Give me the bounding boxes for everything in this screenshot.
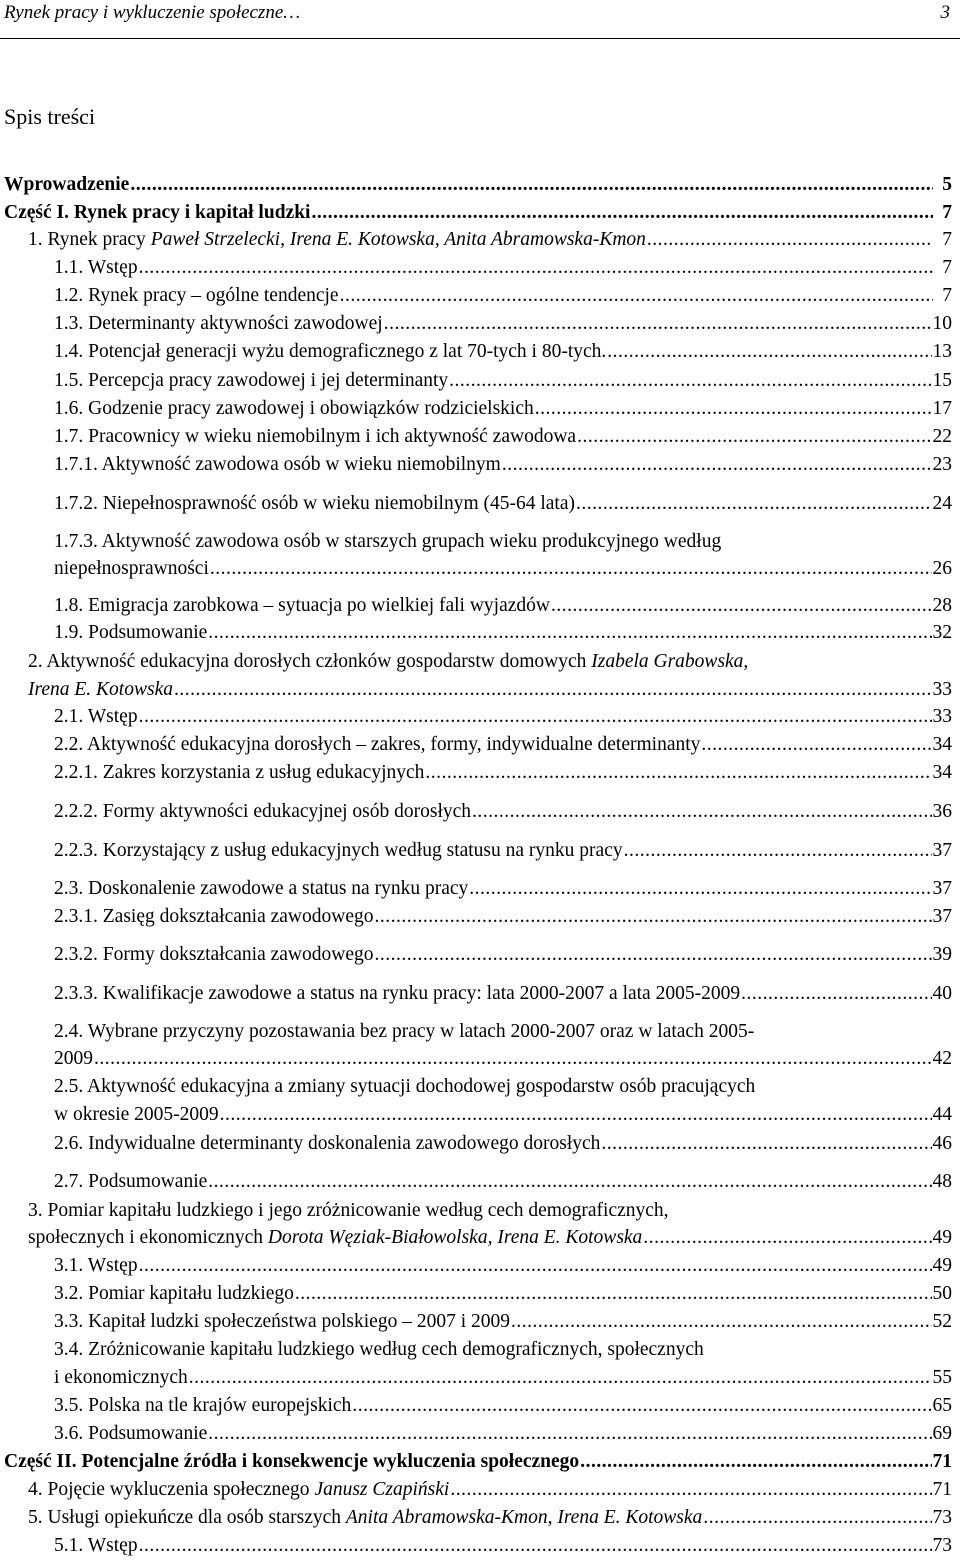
toc-entry[interactable]: [54, 732, 952, 758]
toc-entry-page-number: 34: [932, 734, 952, 755]
dot-leader: [139, 255, 933, 281]
toc-entry-page-number: 23: [932, 454, 952, 475]
dot-leader: [647, 227, 933, 253]
toc-entry[interactable]: [54, 704, 952, 730]
toc-entry-page-number: 55: [932, 1367, 952, 1388]
toc-entry-text: niepełnosprawności: [54, 558, 209, 579]
toc-entry[interactable]: [54, 491, 952, 517]
toc-entry-text: 3.4. Zróżnicowanie kapitału ludzkiego według cech demograficznych, społecznych: [54, 1339, 704, 1360]
toc-entry[interactable]: [54, 283, 952, 309]
toc-entry-text: 2.2.1. Zakres korzystania z usług edukacyjnych: [54, 762, 425, 783]
toc-entry-text: 1.7. Pracownicy w wieku niemobilnym i ich aktywność zawodowa: [54, 426, 577, 447]
toc-entry-page-number: 44: [932, 1104, 952, 1125]
toc-entry-author: Irena E. Kotowska: [28, 679, 173, 700]
toc-entry-text: 2.2. Aktywność edukacyjna dorosłych – zakres, formy, indywidualne determinanty: [54, 734, 701, 755]
toc-entry-page-number: 28: [932, 595, 952, 616]
toc-entry[interactable]: [54, 593, 952, 619]
dot-leader: [450, 1477, 931, 1503]
toc-entry-text: 1.5. Percepcja pracy zawodowej i jej determinanty: [54, 370, 449, 391]
dot-leader: [425, 760, 931, 786]
dot-leader: [703, 1505, 931, 1531]
toc-entry[interactable]: [54, 452, 952, 478]
toc-entry-text: 2009: [54, 1048, 93, 1069]
toc-entry-text: 2.5. Aktywność edukacyjna a zmiany sytuacji dochodowej gospodarstw osób pracujących: [54, 1076, 756, 1097]
toc-entry-page-number: 7: [942, 285, 952, 306]
toc-entry[interactable]: [54, 396, 952, 422]
dot-leader: [374, 904, 931, 930]
dot-leader: [375, 942, 932, 968]
toc-entry-text: społecznych i ekonomicznych Dorota Węziak-Białowolska, Irena E. Kotowska: [28, 1227, 643, 1248]
toc-entry-text: 4. Pojęcie wykluczenia społecznego Janusz Czapiński: [28, 1479, 450, 1500]
toc-entry-text: 1.3. Determinanty aktywności zawodowej: [54, 313, 383, 334]
toc-entry[interactable]: [54, 1309, 952, 1335]
toc-entry-page-number: 73: [932, 1535, 952, 1556]
toc-entry-page-number: 7: [942, 257, 952, 278]
toc-entry-text: 1.7.1. Aktywność zawodowa osób w wieku niemobilnym: [54, 454, 501, 475]
toc-entry[interactable]: [54, 799, 952, 825]
toc-entry-first-line: [54, 1074, 755, 1100]
toc-entry-author: Izabela Grabowska,: [591, 651, 749, 672]
toc-entry-page-number: 71: [932, 1451, 952, 1472]
toc-heading: Spis treści: [4, 104, 96, 129]
toc-entry[interactable]: [4, 172, 952, 198]
toc-entry-text: 3.5. Polska na tle krajów europejskich: [54, 1395, 352, 1416]
toc-entry-page-number: 36: [932, 801, 952, 822]
toc-entry-text: 2.6. Indywidualne determinanty doskonalenia zawodowego dorosłych: [54, 1133, 601, 1154]
toc-entry[interactable]: [4, 1449, 952, 1475]
toc-entry[interactable]: [54, 620, 952, 646]
toc-entry-text: 1.2. Rynek pracy – ogólne tendencje: [54, 285, 339, 306]
toc-entry[interactable]: [54, 368, 952, 394]
dot-leader: [502, 452, 932, 478]
toc-entry[interactable]: [54, 1393, 952, 1419]
toc-entry-text: 1.9. Podsumowanie: [54, 622, 208, 643]
toc-entry[interactable]: [54, 1102, 952, 1128]
dot-leader: [643, 1225, 931, 1251]
toc-entry-text: 3.1. Wstęp: [54, 1255, 138, 1276]
toc-entry[interactable]: [54, 1365, 952, 1391]
toc-entry-page-number: 52: [932, 1311, 952, 1332]
toc-entry-page-number: 42: [932, 1048, 952, 1069]
dot-leader: [311, 200, 933, 226]
toc-entry-page-number: 5: [942, 174, 952, 195]
toc-entry-page-number: 37: [932, 840, 952, 861]
toc-entry-first-line: [54, 529, 721, 555]
dot-leader: [352, 1393, 931, 1419]
dot-leader: [449, 368, 931, 394]
toc-entry-first-line: [54, 1019, 754, 1045]
dot-leader: [139, 704, 932, 730]
toc-entry-author: Anita Abramowska-Kmon, Irena E. Kotowska: [345, 1507, 703, 1528]
toc-entry-text: 2.3.1. Zasięg dokształcania zawodowego: [54, 906, 374, 927]
dot-leader: [139, 1253, 932, 1279]
toc-entry-page-number: 40: [932, 983, 952, 1004]
toc-entry-page-number: 37: [932, 878, 952, 899]
toc-entry[interactable]: [4, 200, 952, 226]
toc-entry-page-number: 7: [942, 229, 952, 250]
toc-entry-text: Część I. Rynek pracy i kapitał ludzki: [4, 202, 311, 223]
toc-entry-page-number: 15: [932, 370, 952, 391]
dot-leader: [210, 556, 932, 582]
toc-entry-author: Janusz Czapiński: [314, 1479, 450, 1500]
toc-entry-page-number: 33: [932, 679, 952, 700]
dot-leader: [208, 620, 931, 646]
dot-leader: [139, 1533, 932, 1559]
dot-leader: [384, 311, 932, 337]
dot-leader: [601, 1131, 931, 1157]
toc-entry-page-number: 50: [932, 1283, 952, 1304]
toc-entry-text: 2.4. Wybrane przyczyny pozostawania bez pracy w latach 2000-2007 oraz w latach 2005-: [54, 1021, 755, 1042]
toc-entry[interactable]: [28, 1477, 952, 1503]
toc-entry-page-number: 34: [932, 762, 952, 783]
toc-entry[interactable]: [54, 981, 952, 1007]
toc-entry-text: 1.7.2. Niepełnosprawność osób w wieku niemobilnym (45-64 lata): [54, 493, 575, 514]
toc-entry[interactable]: [54, 838, 952, 864]
toc-entry[interactable]: [54, 942, 952, 968]
dot-leader: [130, 172, 933, 198]
toc-entry-text: 3.3. Kapitał ludzki społeczeństwa polskiego – 2007 i 2009: [54, 1311, 511, 1332]
toc-entry-page-number: 71: [932, 1479, 952, 1500]
toc-entry[interactable]: [54, 1169, 952, 1195]
toc-entry[interactable]: [28, 677, 952, 703]
toc-entry[interactable]: [54, 760, 952, 786]
toc-entry-text: 2. Aktywność edukacyjna dorosłych członków gospodarstw domowych: [28, 651, 592, 672]
dot-leader: [220, 1102, 932, 1128]
toc-entry-text: 2.3.3. Kwalifikacje zawodowe a status na rynku pracy: lata 2000-2007 a lata 2005-2009: [54, 983, 741, 1004]
toc-entry[interactable]: [28, 1505, 952, 1531]
toc-entry-text: 2.2.2. Formy aktywności edukacyjnej osób dorosłych: [54, 801, 472, 822]
toc-entry-page-number: 73: [932, 1507, 952, 1528]
toc-entry-page-number: 17: [932, 398, 952, 419]
toc-entry-page-number: 49: [932, 1255, 952, 1276]
toc-entry-text: 2.2.3. Korzystający z usług edukacyjnych według statusu na rynku pracy: [54, 840, 623, 861]
dot-leader: [469, 876, 931, 902]
toc-entry-page-number: 49: [932, 1227, 952, 1248]
toc-entry-text: 2.1. Wstęp: [54, 706, 138, 727]
dot-leader: [472, 799, 931, 825]
toc-entry[interactable]: [54, 1131, 952, 1157]
toc-entry-text: [28, 677, 173, 703]
toc-entry-page-number: 39: [932, 944, 952, 965]
toc-entry-first-line: [28, 649, 748, 675]
toc-entry-text: 1.7.3. Aktywność zawodowa osób w starszych grupach wieku produkcyjnego według: [54, 531, 722, 552]
toc-entry[interactable]: [54, 1421, 952, 1447]
dot-leader: [741, 981, 931, 1007]
toc-entry-text: 5.1. Wstęp: [54, 1535, 138, 1556]
dot-leader: [576, 491, 932, 517]
toc-entry-page-number: 48: [932, 1171, 952, 1192]
running-header-title: Rynek pracy i wykluczenie społeczne…: [4, 2, 301, 23]
running-header-page-number: 3: [940, 2, 950, 23]
toc-entry-author: Dorota Węziak-Białowolska, Irena E. Kotowska: [267, 1227, 643, 1248]
toc-entry-page-number: 37: [932, 906, 952, 927]
running-header: [0, 0, 960, 39]
dot-leader: [295, 1281, 932, 1307]
toc-entry[interactable]: [54, 311, 952, 337]
dot-leader: [208, 1169, 931, 1195]
toc-entry-text: 3. Pomiar kapitału ludzkiego i jego zróżnicowanie według cech demograficznych,: [28, 1200, 669, 1221]
dot-leader: [174, 677, 932, 703]
toc-entry-page-number: 26: [932, 558, 952, 579]
toc-entry-text: 1.1. Wstęp: [54, 257, 138, 278]
toc-entry-page-number: 10: [932, 313, 952, 334]
toc-entry-page-number: 65: [932, 1395, 952, 1416]
toc-entry[interactable]: [54, 424, 952, 450]
toc-entry[interactable]: [54, 876, 952, 902]
toc-entry[interactable]: [54, 255, 952, 281]
toc-entry-text: 2.3. Doskonalenie zawodowe a status na rynku pracy: [54, 878, 469, 899]
toc-entry-page-number: 13: [932, 341, 952, 362]
toc-entry[interactable]: [54, 556, 952, 582]
toc-entry-page-number: 32: [932, 622, 952, 643]
toc-entry-text: Wprowadzenie: [4, 174, 130, 195]
toc-entry-page-number: 22: [932, 426, 952, 447]
toc-entry-text: w okresie 2005-2009: [54, 1104, 219, 1125]
toc-entry-text: i ekonomicznych: [54, 1367, 188, 1388]
toc-entry-text: 3.6. Podsumowanie: [54, 1423, 208, 1444]
toc-entry-text: 2.3.2. Formy dokształcania zawodowego: [54, 944, 374, 965]
toc-entry-page-number: 33: [932, 706, 952, 727]
toc-entry-text: 2.7. Podsumowanie: [54, 1171, 208, 1192]
toc-entry-first-line: [28, 1198, 669, 1224]
toc-entry-text: 1.6. Godzenie pracy zawodowej i obowiązków rodzicielskich: [54, 398, 534, 419]
toc-entry[interactable]: [28, 1225, 952, 1251]
toc-entry[interactable]: [54, 1046, 952, 1072]
dot-leader: [607, 339, 931, 365]
toc-entry-text: 5. Usługi opiekuńcze dla osób starszych Anita Abramowska-Kmon, Irena E. Kotowska: [28, 1507, 703, 1528]
dot-leader: [208, 1421, 931, 1447]
toc-entry-page-number: 7: [942, 202, 952, 223]
toc-entry-text: Część II. Potencjalne źródła i konsekwencje wykluczenia społecznego: [4, 1451, 580, 1472]
toc-entry-first-line: [54, 1337, 704, 1363]
dot-leader: [511, 1309, 931, 1335]
toc-entry-page-number: 24: [932, 493, 952, 514]
dot-leader: [624, 838, 932, 864]
toc-entry[interactable]: [54, 1253, 952, 1279]
toc-entry[interactable]: [54, 1281, 952, 1307]
toc-entry[interactable]: [54, 339, 952, 365]
toc-entry-text: 1. Rynek pracy Paweł Strzelecki, Irena E. Kotowska, Anita Abramowska-Kmon: [28, 229, 646, 250]
dot-leader: [535, 396, 932, 422]
dot-leader: [701, 732, 931, 758]
dot-leader: [580, 1449, 931, 1475]
dot-leader: [94, 1046, 932, 1072]
toc-entry-text: 1.4. Potencjał generacji wyżu demograficznego z lat 70-tych i 80-tych.: [54, 341, 607, 362]
toc-entry[interactable]: [54, 1533, 952, 1559]
dot-leader: [189, 1365, 932, 1391]
toc-entry-text: 1.8. Emigracja zarobkowa – sytuacja po wielkiej fali wyjazdów: [54, 595, 550, 616]
dot-leader: [551, 593, 932, 619]
toc-entry[interactable]: [54, 904, 952, 930]
toc-entry-text: 3.2. Pomiar kapitału ludzkiego: [54, 1283, 294, 1304]
toc-entry[interactable]: [28, 227, 952, 253]
toc-entry-author: Paweł Strzelecki, Irena E. Kotowska, Anita Abramowska-Kmon: [150, 229, 646, 250]
toc-entry-page-number: 69: [932, 1423, 952, 1444]
dot-leader: [577, 424, 931, 450]
dot-leader: [340, 283, 933, 309]
toc-entry-page-number: 46: [932, 1133, 952, 1154]
